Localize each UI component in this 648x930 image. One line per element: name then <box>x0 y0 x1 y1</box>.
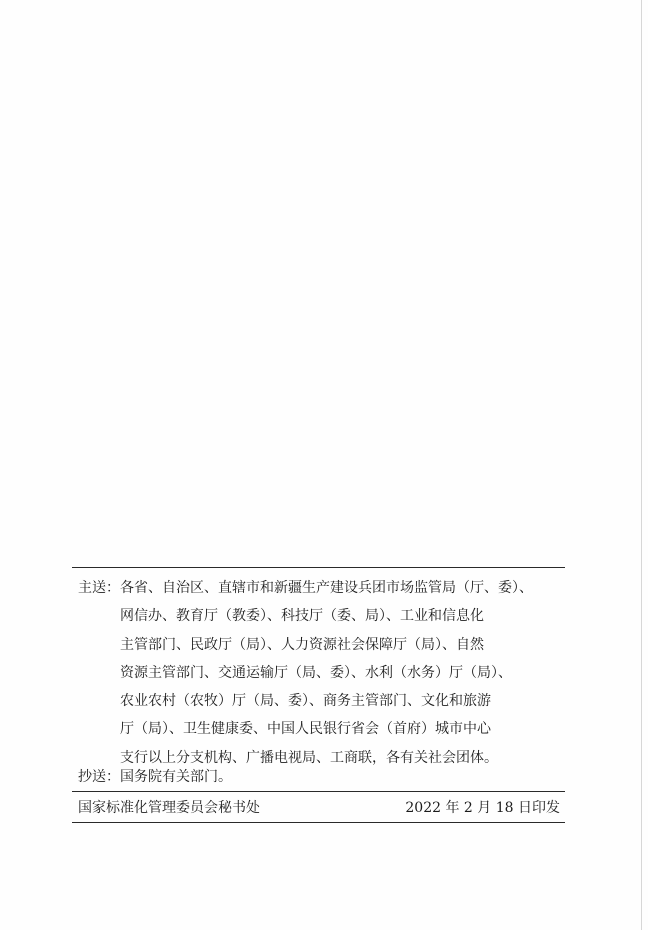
copy-send-recipients: 国务院有关部门。 <box>120 769 232 785</box>
main-send-line: 网信办、教育厅（教委）、科技厅（委、局）、工业和信息化 <box>120 608 484 625</box>
main-send-line: 厅（局）、卫生健康委、中国人民银行省会（首府）城市中心 <box>120 721 491 738</box>
copy-send-section <box>78 763 562 791</box>
main-send-section <box>78 574 562 772</box>
main-send-recipients <box>120 574 562 772</box>
issuer-row <box>78 797 560 819</box>
main-send-line: 各省、自治区、直辖市和新疆生产建设兵团市场监管局（厅、委）、 <box>120 580 533 596</box>
main-send-line: 主管部门、民政厅（局）、人力资源社会保障厅（局）、自然 <box>120 636 484 653</box>
main-send-label: 主送： <box>78 580 120 596</box>
main-send-line: 支行以上分支机构、广播电视局、工商联，各有关社会团体。 <box>120 749 498 766</box>
issuing-office: 国家标准化管理委员会秘书处 <box>78 800 260 816</box>
copy-send-label: 抄送： <box>78 769 120 785</box>
main-send-line: 资源主管部门、交通运输厅（局、委）、水利（水务）厅（局）、 <box>120 664 512 681</box>
middle-divider <box>72 791 565 792</box>
main-send-line: 农业农村（农牧）厅（局、委）、商务主管部门、文化和旅游 <box>120 693 491 710</box>
bottom-divider <box>72 822 565 823</box>
issue-date: 2022 年 2 月 18 日印发 <box>405 800 560 816</box>
top-divider <box>72 567 565 568</box>
